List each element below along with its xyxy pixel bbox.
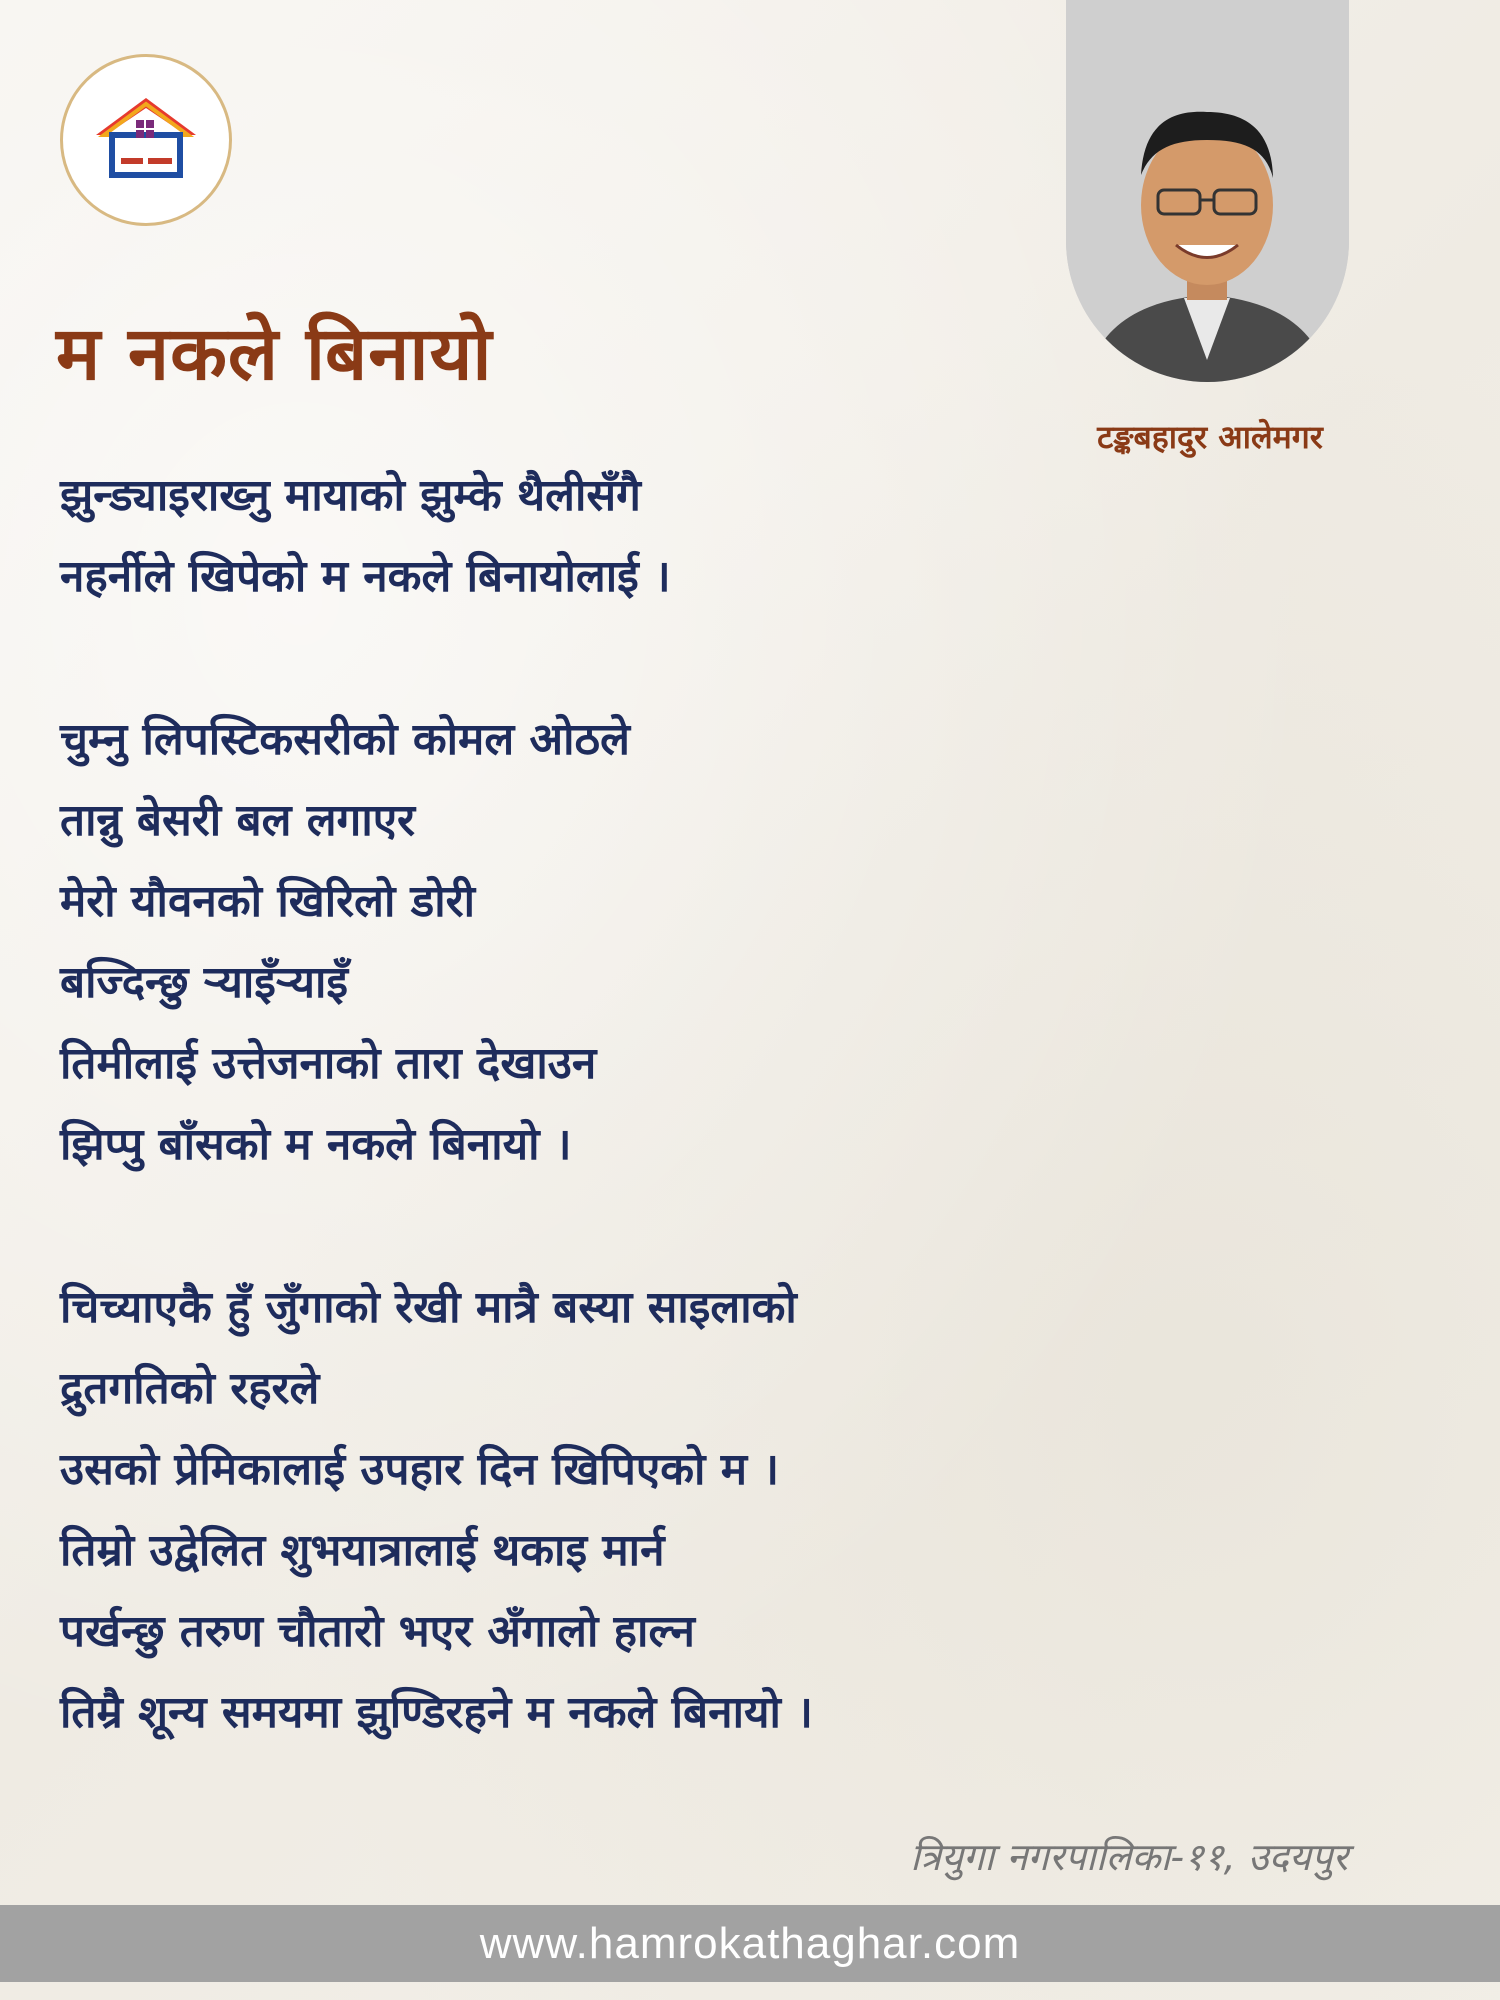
poem-line: द्रुतगतिको रहरले xyxy=(60,1363,320,1414)
poem-line: चिच्याएकै हुँ जुँगाको रेखी मात्रै बस्या साइलाको xyxy=(60,1282,797,1333)
poem-line: झुन्ड्याइराख्नु मायाको झुम्के थैलीसँगै xyxy=(60,470,641,521)
stanza xyxy=(60,699,1060,1185)
poem-line: उसको प्रेमिकालाई उपहार दिन खिपिएको म । xyxy=(60,1444,780,1495)
poem-line: तिम्रो उद्वेलित शुभयात्रालाई थकाइ मार्न xyxy=(60,1525,665,1576)
poem-line: नहर्नीले खिपेको म नकले बिनायोलाई । xyxy=(60,551,671,602)
website-link[interactable]: www.hamrokathaghar.com xyxy=(479,1918,1021,1968)
author-portrait xyxy=(1066,0,1349,382)
poem-line: चुम्नु लिपस्टिकसरीको कोमल ओठले xyxy=(60,714,630,765)
poem-title: म नकले बिनायो xyxy=(56,311,493,397)
footer-bar xyxy=(0,1905,1500,1982)
poem-line: तान्नु बेसरी बल लगाएर xyxy=(60,795,416,846)
poem-line: मेरो यौवनको खिरिलो डोरी xyxy=(60,876,475,927)
poem-line: तिम्रै शून्य समयमा झुण्डिरहने म नकले बिनायो । xyxy=(60,1687,813,1738)
poem-line: तिमीलाई उत्तेजनाको तारा देखाउन xyxy=(60,1038,597,1089)
poem-line: झिप्पु बाँसको म नकले बिनायो । xyxy=(60,1119,572,1170)
stanza xyxy=(60,1267,1060,1753)
poem-body xyxy=(60,455,1060,1835)
author-photo-panel xyxy=(1066,0,1349,382)
poem-line: पर्खन्छु तरुण चौतारो भएर अँगालो हाल्न xyxy=(60,1606,695,1657)
house-logo-icon xyxy=(86,90,206,190)
poem-line: बज्दिन्छु ऱ्याइँऱ्याइँ xyxy=(60,957,349,1008)
brand-logo xyxy=(60,54,232,226)
author-name: टङ्कबहादुर आलेमगर xyxy=(1097,418,1323,456)
author-location: त्रियुगा नगरपालिका-११, उदयपुर xyxy=(910,1835,1348,1879)
stanza xyxy=(60,455,1060,617)
